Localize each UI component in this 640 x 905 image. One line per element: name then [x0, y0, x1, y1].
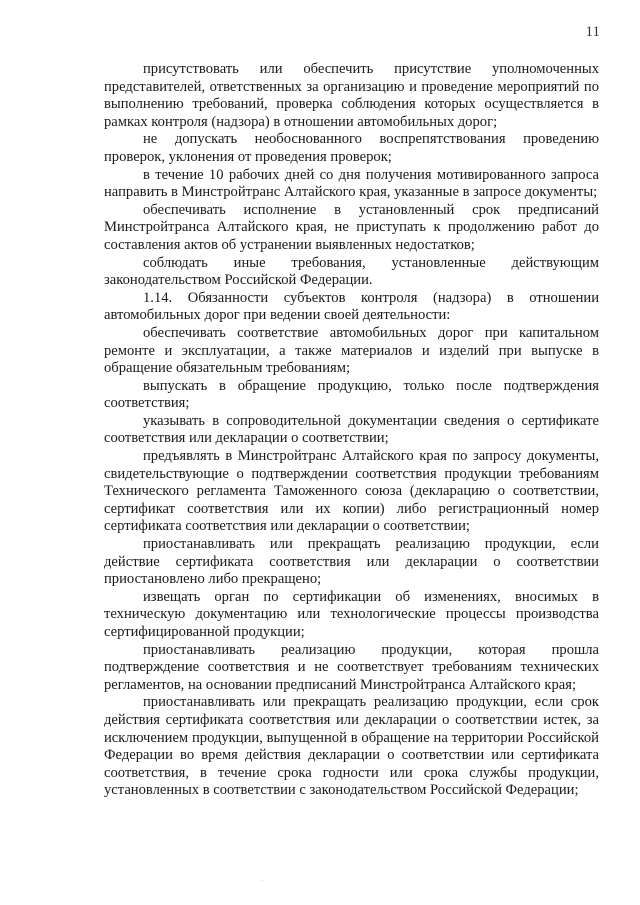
paragraph: предъявлять в Минстройтранс Алтайского края по запросу документы, свидетельствующие о подтверждении соответствия продукции требованиям Технического регламента Таможенного союза (декларацию о соответствии, сертификат соответствия или их копии) либо регистрационный номер сертификата соответствия или декларации о соответствии;	[104, 448, 599, 535]
paragraph: соблюдать иные требования, установленные действующим законодательством Российской Федерации.	[104, 254, 599, 289]
paragraph: выпускать в обращение продукцию, только после подтверждения соответствия;	[104, 377, 599, 412]
paragraph: приостанавливать или прекращать реализацию продукции, если срок действия сертификата соответствия или декларации о соответствии истек, за исключением продукции, выпущенной в обращение на территории Российской Федерации во время действия декларации о соответствии или сертификата соответствия, в течение срока годности или срока службы продукции, установленных в соответствии с законодательством Российской Федерации;	[104, 694, 599, 799]
paragraph: обеспечивать соответствие автомобильных дорог при капитальном ремонте и эксплуатации, а также материалов и изделий при выпуске в обращение обязательным требованиям;	[104, 324, 599, 377]
paragraph: приостанавливать или прекращать реализацию продукции, если действие сертификата соответствия или декларации о соответствии приостановлено либо прекращено;	[104, 536, 599, 588]
footer-mark: .	[262, 877, 264, 883]
page-number: 11	[585, 24, 600, 40]
paragraph: извещать орган по сертификации об изменениях, вносимых в техническую документацию или технологические процессы производства сертифицированной продукции;	[104, 588, 599, 640]
paragraph: обеспечивать исполнение в установленный срок предписаний Минстройтранса Алтайского края, не приступать к продолжению работ до составления актов об устранении выявленных недостатков;	[104, 201, 599, 253]
paragraph: присутствовать или обеспечить присутствие уполномоченных представителей, ответственных за организацию и проведение мероприятий по выполнению требований, проверка соблюдения которых осуществляется в рамках контроля (надзора) в отношении автомобильных дорог;	[104, 61, 599, 130]
paragraph: не допускать необоснованного воспрепятствования проведению проверок, уклонения от проведения проверок;	[104, 131, 599, 165]
paragraph: в течение 10 рабочих дней со дня получения мотивированного запроса направить в Минстройтранс Алтайского края, указанные в запросе документы;	[104, 166, 599, 201]
paragraph: приостанавливать реализацию продукции, которая прошла подтверждение соответствия и не соответствует требованиям технических регламентов, на основании предписаний Минстройтранса Алтайского края;	[104, 641, 599, 693]
section-heading-paragraph: 1.14. Обязанности субъектов контроля (надзора) в отношении автомобильных дорог при ведении своей деятельности:	[104, 289, 599, 324]
document-body	[104, 61, 599, 800]
paragraph: указывать в сопроводительной документации сведения о сертификате соответствия или декларации о соответствии;	[104, 412, 599, 447]
